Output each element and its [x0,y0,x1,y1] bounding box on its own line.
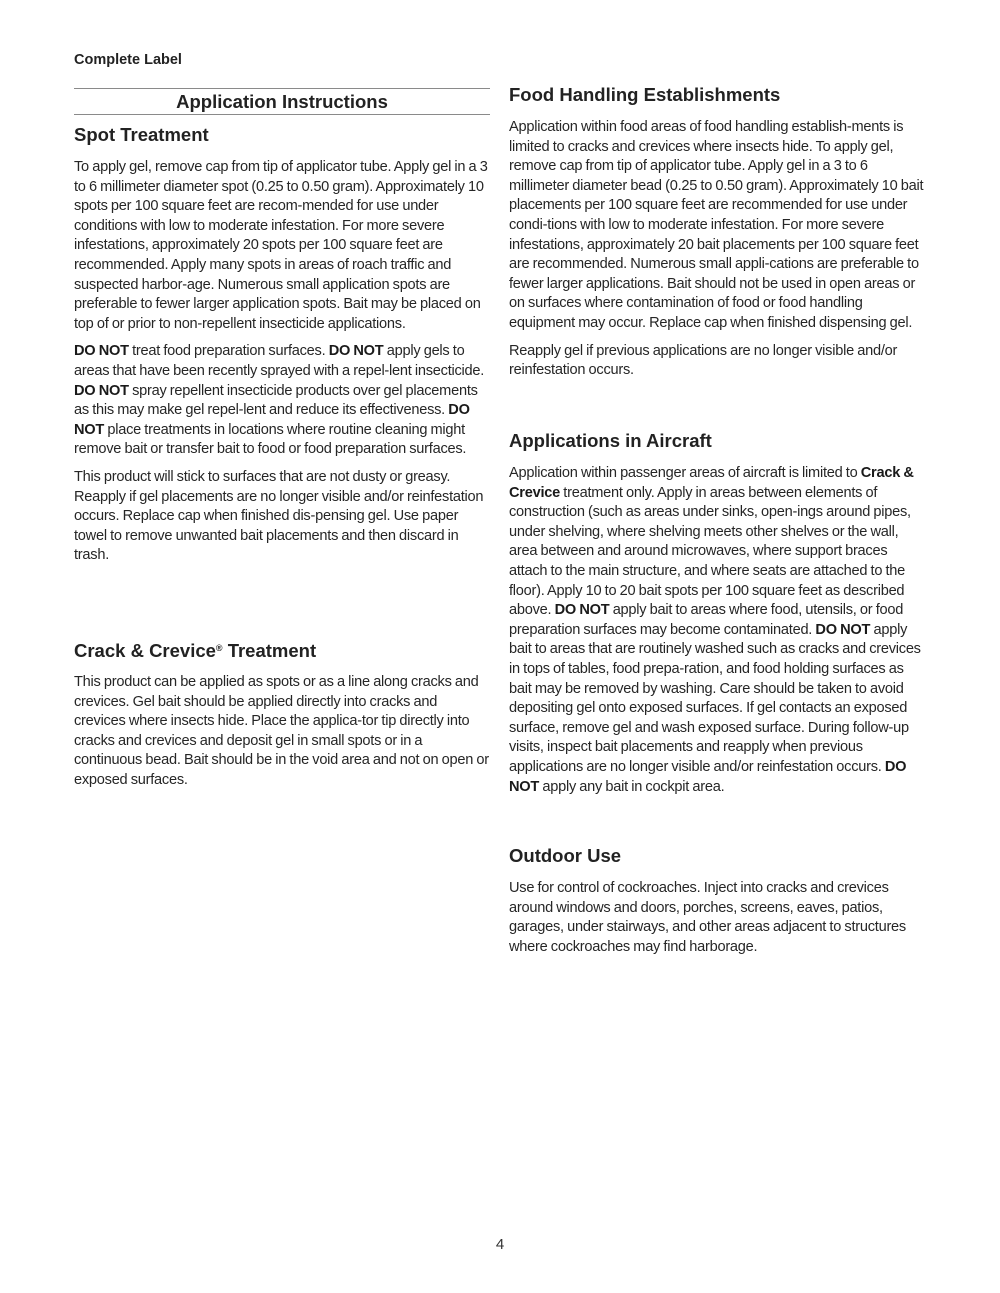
crack-crevice-section [74,637,490,791]
document-header-label: Complete Label [74,52,182,68]
page-number: 4 [495,1236,505,1253]
spot-treatment-paragraph-1: To apply gel, remove cap from tip of applicator tube. Apply gel in a 3 to 6 millimeter diameter spot (0.25 to 0.50 gram). Approximately 10 spots per 100 square feet are recom-mended for use under conditions with low to moderate infestation. For more severe infestations, approximately 20 spots per 100 square feet are recommended. Apply many spots in areas of roach traffic and suspected harbor-age. Numerous small application spots are preferable to fewer larger application spots. Bait may be placed on top of or prior to non-repellent insecticide applications. [74,159,488,332]
aircraft-section [509,430,925,797]
warning-bold: DO NOT [74,382,129,399]
warning-bold: DO NOT [74,402,470,438]
warning-bold: DO NOT [815,621,871,638]
food-handling-paragraph-2: Reapply gel if previous applications are no longer visible and/or reinfestation occurs. [509,342,898,379]
crack-crevice-bold: Crack & Crevice [509,465,914,501]
food-handling-paragraph-1: Application within food areas of food handling establish-ments is limited to cracks and crevices where insects hide. To apply gel, remove cap from tip of applicator tube. Apply gel in a 3 to 6 millimeter diameter bead (0.25 to 0.50 gram). Approximately 10 bait placements per 100 square feet are recommended for use under condi-tions with low to moderate infestation. For more severe infestations, approximately 20 bait placements per 100 square feet are recommended. Numerous small appli-cations are preferable to fewer larger applications. Bait should not be used in open areas or on surfaces where contamination of food or food handling equipment may occur. Replace cap when finished dispensing gel. [509,119,924,331]
section-heading: Applications in Aircraft [509,430,712,451]
crack-crevice-paragraph: This product can be applied as spots or as a line along cracks and crevices. Gel bait should be applied directly into cracks and crevices where insects hide. Place the applica-tor tip directly into cracks and crevices and deposit gel in small spots or in a continuous bead. Bait should be in the void area and not on open or exposed surfaces. [74,674,489,788]
section-heading: Spot Treatment [74,124,209,145]
aircraft-paragraph: Application within passenger areas of aircraft is limited to Crack & Crevice treatment only. Apply in areas between elements of construction (such as areas under sinks, open-ings around pipes, under shelving, where shelving meets other shelves or the wall, area between and around microwaves, where support braces attach to the main structure, and where seats are attached to the floor). Apply 10 to 20 bait spots per 100 square feet as described above. DO NOT apply bait to areas where food, utensils, or food preparation surfaces may become contaminated. DO NOT apply bait to areas that are routinely washed such as cracks and crevices in tops of tables, food prepa-ration, and food holding surfaces as bait may be removed by washing. Care should be taken to avoid depositing gel onto exposed surfaces. If gel contacts an exposed surface, remove gel and wash exposed surface. During follow-up visits, inspect bait placements and reapply when previous applications are no longer visible and/or reinfestation occurs. DO NOT apply any bait in cockpit area. [509,465,921,795]
spot-treatment-paragraph-3: This product will stick to surfaces that are not dusty or greasy. Reapply if gel placements are no longer visible and/or reinfestation occurs. Replace cap when finished dis-pensing gel. Use paper towel to remove unwanted bait placements and then discard in trash. [74,468,484,564]
warning-bold: DO NOT [554,602,610,619]
food-handling-section [509,84,925,381]
section-heading: Crack & Crevice® Treatment [74,640,317,661]
warning-bold: DO NOT [74,343,129,360]
outdoor-use-paragraph: Use for control of cockroaches. Inject into cracks and crevices around windows and doors, porches, screens, eaves, patios, garages, under stairways, and other areas adjacent to structures where cockroaches may find harborage. [509,880,906,955]
outdoor-use-section [509,845,925,957]
section-heading: Food Handling Establishments [509,84,781,105]
spot-treatment-paragraph-2: DO NOT treat food preparation surfaces. DO NOT apply gels to areas that have been recently sprayed with a repel-lent insecticide. DO NOT spray repellent insecticide products over gel placements as this may make gel repel-lent and reduce its effectiveness. DO NOT place treatments in locations where routine cleaning might remove bait or transfer bait to food or food preparation surfaces. [74,343,485,458]
application-instructions-banner: Application Instructions [74,88,490,115]
section-heading: Outdoor Use [509,845,622,866]
warning-bold: DO NOT [328,343,384,360]
warning-bold: DO NOT [509,758,907,795]
registered-mark: ® [215,643,223,653]
spot-treatment-section [74,124,490,566]
